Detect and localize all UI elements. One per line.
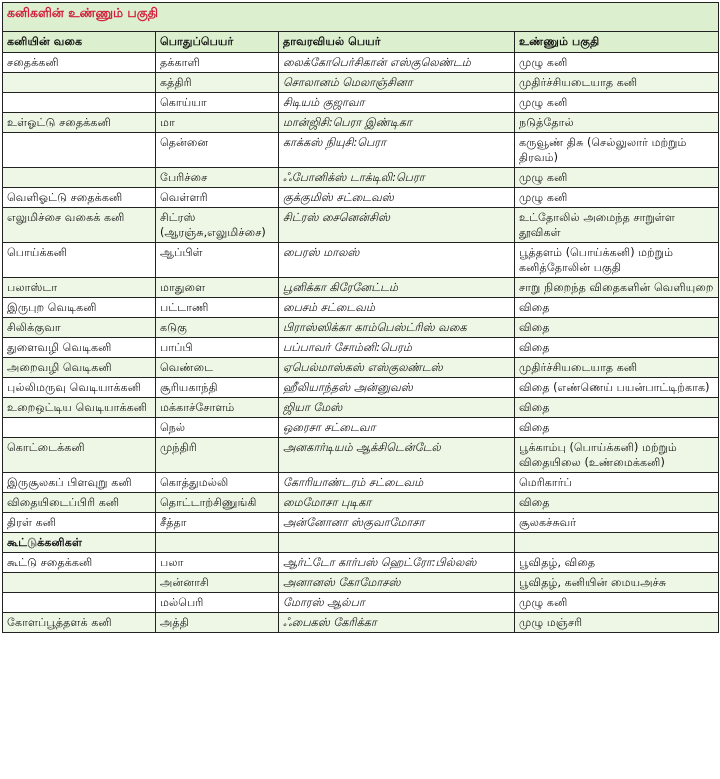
fruit-type-cell: சதைக்கனி bbox=[3, 53, 156, 73]
common-name-cell: சிட்ரஸ் (ஆரஞ்சு,எலுமிச்சை) bbox=[156, 208, 279, 243]
common-name-cell: மாதுளை bbox=[156, 278, 279, 298]
edible-part-cell: பூவிதழ், விதை bbox=[515, 553, 719, 573]
fruit-type-cell bbox=[3, 573, 156, 593]
table-title: கனிகளின் உண்ணும் பகுதி bbox=[3, 3, 719, 32]
botanical-name-cell: பிராஸ்ஸிக்கா காம்பெஸ்ட்ரிஸ் வகை bbox=[279, 318, 515, 338]
table-row bbox=[3, 93, 719, 113]
table-row bbox=[3, 493, 719, 513]
fruit-type-cell bbox=[3, 168, 156, 188]
header-edible-part: உண்ணும் பகுதி bbox=[515, 32, 719, 53]
common-name-cell: பேரிச்சை bbox=[156, 168, 279, 188]
table-row bbox=[3, 533, 719, 553]
fruit-type-cell: உறைஒட்டிய வெடியாக்கனி bbox=[3, 398, 156, 418]
fruit-type-cell bbox=[3, 133, 156, 168]
fruit-type-cell: பலாஸ்டா bbox=[3, 278, 156, 298]
edible-part-cell: விதை bbox=[515, 418, 719, 438]
header-fruit-type: கனியின் வகை bbox=[3, 32, 156, 53]
botanical-name-cell: காக்கஸ் நியுசி:பெரா bbox=[279, 133, 515, 168]
common-name-cell: மா bbox=[156, 113, 279, 133]
edible-part-cell: விதை bbox=[515, 493, 719, 513]
header-botanical-name: தாவரவியல் பெயர் bbox=[279, 32, 515, 53]
common-name-cell: தொட்டாற்சிணுங்கி bbox=[156, 493, 279, 513]
fruit-type-cell: எலுமிச்சை வகைக் கனி bbox=[3, 208, 156, 243]
common-name-cell: தக்காளி bbox=[156, 53, 279, 73]
botanical-name-cell: ஒரைசா சட்டைவா bbox=[279, 418, 515, 438]
fruit-type-cell: கூட்டுக்கனிகள் bbox=[3, 533, 156, 553]
common-name-cell: வெண்டை bbox=[156, 358, 279, 378]
botanical-name-cell: அன்னோனா ஸ்குவாமோசா bbox=[279, 513, 515, 533]
common-name-cell: பாப்பி bbox=[156, 338, 279, 358]
common-name-cell: கடுகு bbox=[156, 318, 279, 338]
edible-part-cell: முழு கனி bbox=[515, 168, 719, 188]
table-row bbox=[3, 613, 719, 633]
table-row bbox=[3, 378, 719, 398]
table-row bbox=[3, 473, 719, 493]
table-row bbox=[3, 438, 719, 473]
edible-part-cell: முழு கனி bbox=[515, 188, 719, 208]
common-name-cell: ஆப்பிள் bbox=[156, 243, 279, 278]
common-name-cell: அன்னாசி bbox=[156, 573, 279, 593]
edible-part-cell: விதை (எண்ணெய் பயன்பாட்டிற்காக) bbox=[515, 378, 719, 398]
fruit-type-cell: திரள் கனி bbox=[3, 513, 156, 533]
edible-part-cell: விதை bbox=[515, 398, 719, 418]
botanical-name-cell: பூனிக்கா கிரேனேட்டம் bbox=[279, 278, 515, 298]
edible-part-cell: நடுத்தோல் bbox=[515, 113, 719, 133]
table-row bbox=[3, 593, 719, 613]
common-name-cell: பலா bbox=[156, 553, 279, 573]
common-name-cell: சீத்தா bbox=[156, 513, 279, 533]
botanical-name-cell: குக்குமிஸ் சட்டைவஸ் bbox=[279, 188, 515, 208]
table-row bbox=[3, 168, 719, 188]
botanical-name-cell bbox=[279, 533, 515, 553]
fruit-type-cell: அறைவழி வெடிகனி bbox=[3, 358, 156, 378]
common-name-cell: மக்காச்சோளம் bbox=[156, 398, 279, 418]
botanical-name-cell: ஹீலியாந்தஸ் அன்னுவஸ் bbox=[279, 378, 515, 398]
common-name-cell: வெள்ளரி bbox=[156, 188, 279, 208]
fruit-type-cell bbox=[3, 418, 156, 438]
edible-part-cell: முழு கனி bbox=[515, 93, 719, 113]
edible-parts-table bbox=[2, 2, 719, 633]
fruit-type-cell: பொய்க்கனி bbox=[3, 243, 156, 278]
table-row bbox=[3, 573, 719, 593]
common-name-cell: நெல் bbox=[156, 418, 279, 438]
botanical-name-cell: சிட்ரஸ் சைனென்சிஸ் bbox=[279, 208, 515, 243]
common-name-cell: சூரியகாந்தி bbox=[156, 378, 279, 398]
table-row bbox=[3, 338, 719, 358]
table-row bbox=[3, 513, 719, 533]
botanical-name-cell: ஜியா மேஸ் bbox=[279, 398, 515, 418]
edible-part-cell: பூவிதழ், கனியின் மையஅச்சு bbox=[515, 573, 719, 593]
botanical-name-cell: ஃபைகஸ் கேரிக்கா bbox=[279, 613, 515, 633]
botanical-name-cell: மான்ஜிசி:பெரா இண்டிகா bbox=[279, 113, 515, 133]
table-row bbox=[3, 553, 719, 573]
edible-part-cell: பூத்தளம் (பொய்க்கனி) மற்றும் கனித்தோலின் பகுதி bbox=[515, 243, 719, 278]
common-name-cell: தென்னை bbox=[156, 133, 279, 168]
header-common-name: பொதுப்பெயர் bbox=[156, 32, 279, 53]
fruit-type-cell bbox=[3, 593, 156, 613]
botanical-name-cell: ஏபெல்மாஸ்கஸ் எஸ்குலண்டஸ் bbox=[279, 358, 515, 378]
fruit-type-cell: விதையிடைப்பிரி கனி bbox=[3, 493, 156, 513]
botanical-name-cell: லைக்கோபெர்சிகான் எஸ்குலெண்டம் bbox=[279, 53, 515, 73]
fruit-type-cell: கோளப்பூத்தளக் கனி bbox=[3, 613, 156, 633]
table-row bbox=[3, 188, 719, 208]
edible-part-cell: முழு மஞ்சரி bbox=[515, 613, 719, 633]
fruit-type-cell: உள்ஓட்டு சதைக்கனி bbox=[3, 113, 156, 133]
table-row bbox=[3, 73, 719, 93]
fruit-type-cell: சிலிக்குவா bbox=[3, 318, 156, 338]
common-name-cell: முந்திரி bbox=[156, 438, 279, 473]
fruit-type-cell: இருசூலகப் பிளவுறு கனி bbox=[3, 473, 156, 493]
edible-part-cell: முழு கனி bbox=[515, 53, 719, 73]
edible-part-cell: முதிர்ச்சியடையாத கனி bbox=[515, 358, 719, 378]
edible-part-cell: முதிர்ச்சியடையாத கனி bbox=[515, 73, 719, 93]
table-body bbox=[3, 53, 719, 633]
table-row bbox=[3, 278, 719, 298]
table-row bbox=[3, 243, 719, 278]
edible-part-cell: முழு கனி bbox=[515, 593, 719, 613]
fruit-type-cell bbox=[3, 93, 156, 113]
table-row bbox=[3, 113, 719, 133]
table-row bbox=[3, 133, 719, 168]
botanical-name-cell: கோரியாண்டரம் சட்டைவம் bbox=[279, 473, 515, 493]
edible-part-cell: சூலகச்சுவர் bbox=[515, 513, 719, 533]
botanical-name-cell: மோரஸ் ஆல்பா bbox=[279, 593, 515, 613]
edible-part-cell: சாறு நிறைந்த விதைகளின் வெளியுறை bbox=[515, 278, 719, 298]
edible-part-cell: பூக்காம்பு (பொய்க்கனி) மற்றும் விதையிலை (உண்மைக்கனி) bbox=[515, 438, 719, 473]
botanical-name-cell: சிடியம் குஜாவா bbox=[279, 93, 515, 113]
edible-part-cell bbox=[515, 533, 719, 553]
fruit-table-page bbox=[2, 2, 718, 775]
table-row bbox=[3, 298, 719, 318]
edible-part-cell: கருவூண் திசு (செல்லுலார் மற்றும் திரவம்) bbox=[515, 133, 719, 168]
column-header-row bbox=[3, 32, 719, 53]
fruit-type-cell: துளைவழி வெடிகனி bbox=[3, 338, 156, 358]
fruit-type-cell: இருபுற வெடிகனி bbox=[3, 298, 156, 318]
botanical-name-cell: சொலானம் மெலாஞ்சினா bbox=[279, 73, 515, 93]
botanical-name-cell: அனானஸ் கோமோசஸ் bbox=[279, 573, 515, 593]
edible-part-cell: விதை bbox=[515, 338, 719, 358]
table-row bbox=[3, 398, 719, 418]
botanical-name-cell: ஆர்ட்டோ கார்பஸ் ஹெட்ரோ:பில்லஸ் bbox=[279, 553, 515, 573]
common-name-cell: கொத்துமல்லி bbox=[156, 473, 279, 493]
table-row bbox=[3, 53, 719, 73]
fruit-type-cell: புல்லிமருவு வெடியாக்கனி bbox=[3, 378, 156, 398]
fruit-type-cell: கொட்டைக்கனி bbox=[3, 438, 156, 473]
edible-part-cell: விதை bbox=[515, 298, 719, 318]
table-title-row bbox=[3, 3, 719, 32]
table-row bbox=[3, 418, 719, 438]
botanical-name-cell: அனகார்டியம் ஆக்சிடென்டேல் bbox=[279, 438, 515, 473]
edible-part-cell: உட்தோலில் அமைந்த சாறுள்ள தூவிகள் bbox=[515, 208, 719, 243]
fruit-type-cell: கூட்டு சதைக்கனி bbox=[3, 553, 156, 573]
botanical-name-cell: ஃபோனிக்ஸ் டாக்டிலி:பெரா bbox=[279, 168, 515, 188]
common-name-cell: பட்டாணி bbox=[156, 298, 279, 318]
botanical-name-cell: பைசம் சட்டைவம் bbox=[279, 298, 515, 318]
common-name-cell: மல்பெரி bbox=[156, 593, 279, 613]
common-name-cell bbox=[156, 533, 279, 553]
botanical-name-cell: பைரஸ் மாலஸ் bbox=[279, 243, 515, 278]
edible-part-cell: மெரிகார்ப் bbox=[515, 473, 719, 493]
common-name-cell: கத்திரி bbox=[156, 73, 279, 93]
common-name-cell: அத்தி bbox=[156, 613, 279, 633]
fruit-type-cell bbox=[3, 73, 156, 93]
common-name-cell: கொய்யா bbox=[156, 93, 279, 113]
fruit-type-cell: வெளிஓட்டு சதைக்கனி bbox=[3, 188, 156, 208]
botanical-name-cell: பப்பாவர் சோம்னி:பெரம் bbox=[279, 338, 515, 358]
botanical-name-cell: மைமோசா புடிகா bbox=[279, 493, 515, 513]
table-row bbox=[3, 358, 719, 378]
edible-part-cell: விதை bbox=[515, 318, 719, 338]
table-row bbox=[3, 318, 719, 338]
table-row bbox=[3, 208, 719, 243]
